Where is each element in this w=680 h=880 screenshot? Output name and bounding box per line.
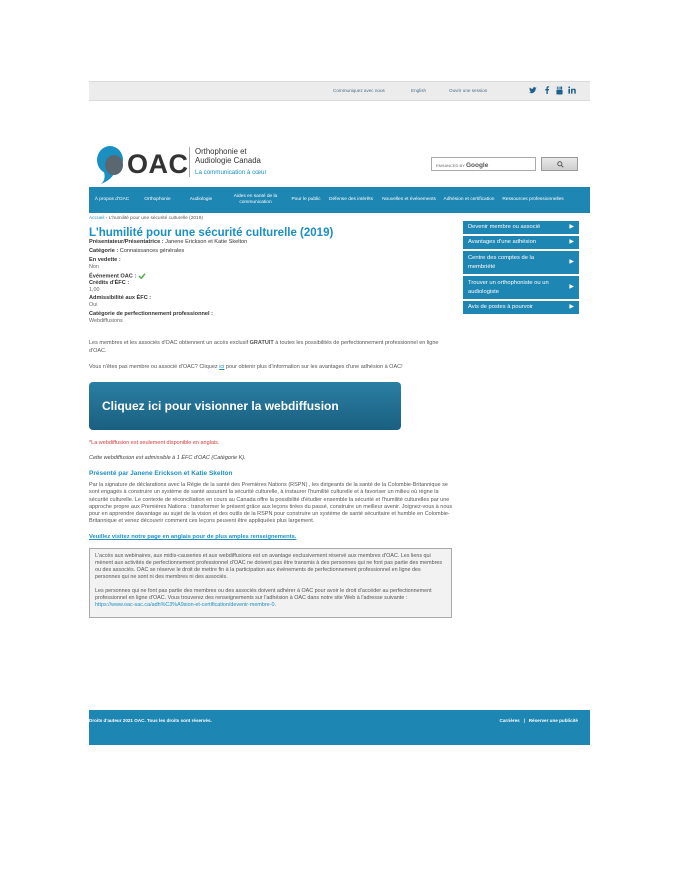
search-button[interactable] (541, 157, 578, 171)
english-only-note: *La webdiffusion est seulement disponible en anglais. (89, 440, 220, 447)
para2-post: pour obtenir plus d'information sur les avantages d'une adhésion à OAC! (224, 363, 403, 370)
logo-divider (189, 147, 190, 177)
access-info-box (89, 548, 452, 618)
page (89, 81, 590, 723)
watch-webcast-button[interactable] (89, 382, 401, 430)
search-icon (557, 161, 564, 168)
featured-value: Non (89, 264, 99, 270)
advertise-link[interactable]: Réserver une publicité (528, 718, 578, 723)
access-info-paragraph-1: L'accès aux webinaires, aux midis-causeries et aux webdiffusions est un avantage exclusivement réservé aux membres d'OAC. Les liens qui mènent aux activités de perfectionnement professionnel d'OAC ne doivent pas être transmis à des personnes qui ne font pas partie des membres ou des associés. OAC se réserve le droit de mettre fin à la participation aux événements de perfectionnement professionnel en ligne des personnes qui ne sont ni des membres ni des associés. (95, 553, 443, 581)
sidebar-item-label: Trouver un orthophoniste ou un audiologiste (468, 279, 549, 295)
contact-link[interactable]: Communiquez avec nous (333, 88, 385, 93)
content-column (89, 221, 454, 618)
nav-news-events[interactable]: Nouvelles et événements (382, 197, 436, 203)
search-brand-name: Google (465, 162, 489, 169)
non-member-paragraph (89, 364, 454, 371)
arrow-right-icon: ▶ (569, 224, 574, 230)
footer-divider: | (523, 718, 525, 723)
category-value: Connaissances générales (118, 248, 185, 254)
site-footer (89, 710, 590, 745)
member-access-paragraph (89, 340, 454, 354)
careers-link[interactable]: Carrières (499, 718, 520, 723)
arrow-right-icon: ▶ (569, 304, 574, 310)
category-field (89, 248, 454, 255)
sidebar-find-professional[interactable] (463, 276, 579, 299)
sidebar (463, 221, 579, 316)
nav-public[interactable]: Pour le public (291, 197, 321, 203)
main-nav (89, 187, 590, 213)
oac-logo-icon[interactable] (95, 145, 125, 185)
sidebar-job-postings[interactable] (463, 301, 579, 314)
membership-url-link[interactable]: https://www.oac-sac.ca/adh%C3%A9sion-et-certification/devenir-membre-0 (95, 602, 275, 609)
sidebar-become-member[interactable] (463, 221, 579, 234)
utility-bar (89, 81, 590, 101)
page-title: L'humilité pour une sécurité culturelle (2019) (89, 227, 334, 239)
search-brand-prefix: ENHANCED BY (436, 163, 465, 168)
breadcrumb-separator: › (104, 216, 109, 221)
english-page-link[interactable]: Veuillez visitez notre page en anglais pour de plus amples renseignements. (89, 534, 297, 541)
pd-category-value: Webdiffusions (89, 317, 123, 324)
sidebar-item-label: Avantages d'une adhésion (468, 239, 537, 245)
efc-eligibility-note: Cette webdiffusion est admissible à 1 ÉFC d'OAC (Catégorie K). (89, 455, 246, 462)
para1-post: à toutes les possibilités de perfectionnement professionnel en ligne d'OAC. (89, 340, 439, 354)
credits-value: 1,00 (89, 286, 100, 293)
copyright-text: Droits d'auteur 2021 OAC. Tous les droits sont réservés. (89, 718, 212, 723)
nav-speech-language-pathology[interactable]: Orthophonie (144, 197, 171, 203)
logo-tagline: La communication à cœur (195, 169, 267, 176)
info2-pre: Les personnes qui ne font pas partie des membres ou des associés doivent adhérer à OAC pour avoir le droit d'accéder au perfectionnement professionnel en ligne d'OAC. Vous trouverez des renseignements sur l'adhésion à OAC dans notre site Web à l'adresse suivante : (95, 588, 432, 602)
watch-webcast-label: Cliquez ici pour visionner la webdiffusion (102, 399, 339, 414)
site-header (89, 101, 590, 187)
nav-membership-certification[interactable]: Adhésion et certification (443, 197, 495, 203)
presenters-field (89, 239, 454, 246)
breadcrumb-home[interactable]: Accueil (89, 216, 105, 221)
eligibility-value: Oui (89, 302, 98, 309)
access-info-paragraph-2 (95, 588, 446, 609)
breadcrumb-current: L'humilité pour une sécurité culturelle (2019) (108, 216, 203, 221)
english-link[interactable]: English (411, 88, 427, 93)
membership-info-link[interactable]: ici (219, 363, 225, 370)
nav-advocacy[interactable]: Défense des intérêts (329, 197, 373, 203)
arrow-right-icon: ▶ (569, 239, 574, 245)
info2-post: . (274, 602, 276, 609)
presenters-value: Janene Erickson et Katie Skelton (163, 239, 248, 245)
login-link[interactable]: Ouvrir une session (449, 88, 488, 93)
logo-org-name (195, 147, 285, 165)
presented-by-heading: Présenté par Janene Erickson et Katie Skelton (89, 470, 233, 478)
youtube-icon[interactable] (556, 86, 563, 97)
search-input[interactable] (431, 157, 536, 171)
eligibility-label: Admissibilité aux ÉFC : (89, 295, 152, 302)
para1-pre: Les membres et les associés d'OAC obtiennent un accès exclusif (89, 340, 250, 347)
check-icon (138, 273, 146, 279)
footer-links (500, 718, 578, 723)
nav-about[interactable]: À propos d'OAC (94, 197, 130, 203)
featured-label: En vedette : (89, 257, 121, 263)
para2-pre: Vous n'êtes pas membre ou associé d'OAC? Cliquez (89, 363, 220, 370)
nav-communication-health-assistants[interactable]: Aides en santé de la communication (233, 194, 278, 205)
logo-line-2: Audiologie Canada (195, 156, 261, 165)
logo-line-1: Orthophonie et (195, 147, 247, 156)
nav-audiology[interactable]: Audiologie (189, 197, 213, 203)
category-label: Catégorie : (89, 248, 119, 254)
search-branding (436, 162, 488, 169)
pd-category-label: Catégorie de perfectionnement professionnel : (89, 310, 214, 317)
arrow-right-icon: ▶ (569, 259, 574, 265)
credits-label: Crédits d'ÉFC : (89, 279, 130, 286)
event-field (89, 273, 454, 280)
logo-wordmark[interactable]: OAC (127, 149, 189, 179)
para1-bold: GRATUIT (249, 340, 274, 347)
sidebar-item-label: Devenir membre ou associé (468, 224, 541, 230)
event-label: Événement OAC : (89, 272, 137, 279)
sidebar-membership-benefits[interactable] (463, 236, 579, 249)
presenters-label: Présentateur/Présentatrice : (89, 239, 164, 245)
arrow-right-icon: ▶ (569, 284, 574, 290)
nav-professional-resources[interactable]: Ressources professionnelles (502, 197, 564, 203)
sidebar-item-label: Avis de postes à pourvoir (468, 304, 533, 310)
sidebar-item-label: Centre des comptes de la membriété (468, 254, 535, 270)
linkedin-icon[interactable] (568, 86, 576, 96)
sidebar-member-account-centre[interactable] (463, 251, 579, 274)
facebook-icon[interactable] (544, 86, 550, 96)
twitter-icon[interactable] (529, 86, 537, 96)
webcast-description: Par la signature de déclarations avec la Régie de la santé des Premières Nations (RSPN) , les dirigeants de la santé de la Colombie-Britannique se sont engagés à construire un système de santé assurant la sécurité culturelle, à instaurer l'humilité culturelle et à favoriser un milieu où règne la sécurité culturelle. Le contexte de réconciliation en cours au Canada offre la possibilité d'étudier ensemble la sécurité et l'humilité culturelles par une approche propre aux Premières Nations : transformer le présent grâce aux leçons tirées du passé, construire un meilleur avenir. Joignez-vous à nous pour en apprendre davantage au sujet de la vision et des outils de la RSPN pour construire un système de santé sécuritaire et humble en Colombie-Britannique et venez découvrir comment ces leçons peuvent être appliquées plus largement. (89, 482, 453, 525)
